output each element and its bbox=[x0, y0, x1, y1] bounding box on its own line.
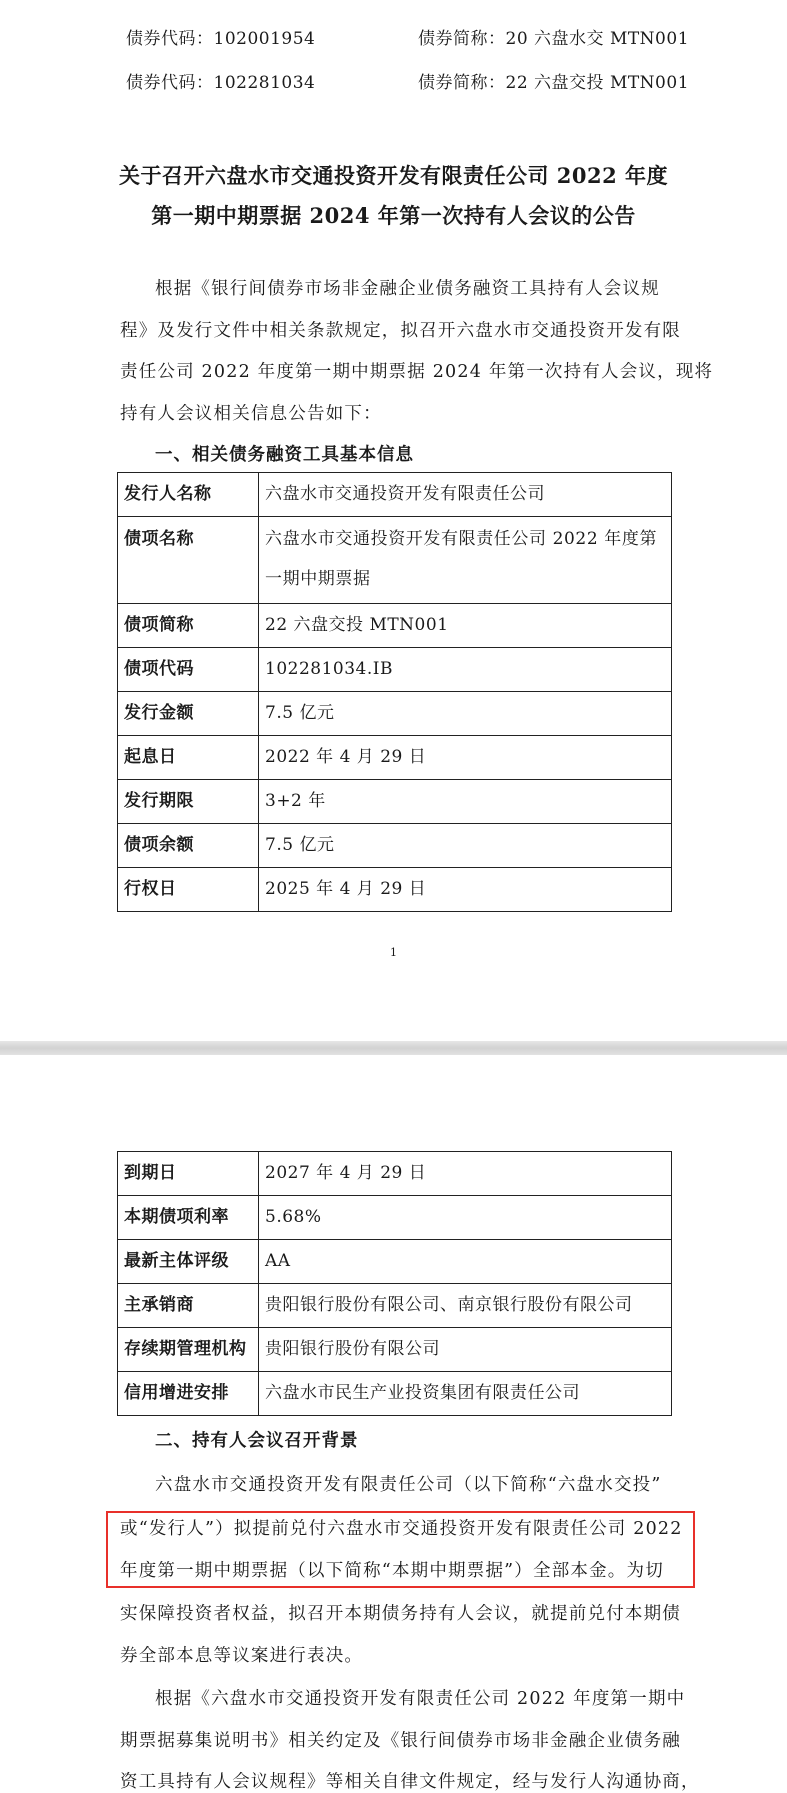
row-value: 5.68% bbox=[259, 1196, 672, 1240]
row-value: 7.5 亿元 bbox=[259, 692, 672, 736]
row-key: 行权日 bbox=[118, 868, 259, 912]
bond-info-table-page-1 bbox=[117, 472, 672, 912]
background-line: 实保障投资者权益，拟召开本期债务持有人会议，就提前兑付本期债 bbox=[120, 1604, 681, 1624]
basis-line: 根据《六盘水市交通投资开发有限责任公司 2022 年度第一期中 bbox=[155, 1689, 686, 1709]
row-value: AA bbox=[259, 1240, 672, 1284]
table-row bbox=[118, 868, 672, 912]
basis-line: 资工具持有人会议规程》等相关自律文件规定，经与发行人沟通协商， bbox=[120, 1772, 700, 1792]
bond-code-2: 债券代码：102281034 bbox=[126, 73, 316, 93]
table-row bbox=[118, 1240, 672, 1284]
bond-info-table-page-2 bbox=[117, 1151, 672, 1416]
row-key: 到期日 bbox=[118, 1152, 259, 1196]
table-row bbox=[118, 1372, 672, 1416]
document-page-2 bbox=[0, 1055, 787, 1784]
basis-line: 期票据募集说明书》相关约定及《银行间债券市场非金融企业债务融 bbox=[120, 1731, 681, 1751]
table-row bbox=[118, 604, 672, 648]
row-key: 存续期管理机构 bbox=[118, 1328, 259, 1372]
row-key: 信用增进安排 bbox=[118, 1372, 259, 1416]
row-key: 发行人名称 bbox=[118, 473, 259, 517]
row-value: 2025 年 4 月 29 日 bbox=[259, 868, 672, 912]
row-value: 2027 年 4 月 29 日 bbox=[259, 1152, 672, 1196]
table-row bbox=[118, 780, 672, 824]
intro-line: 程》及发行文件中相关条款规定，拟召开六盘水市交通投资开发有限 bbox=[120, 321, 681, 341]
row-key: 发行金额 bbox=[118, 692, 259, 736]
bond-short-name-1: 债券简称：20 六盘水交 MTN001 bbox=[418, 29, 690, 49]
highlight-annotation-box bbox=[106, 1511, 695, 1588]
table-row bbox=[118, 736, 672, 780]
row-key: 债项代码 bbox=[118, 648, 259, 692]
section-1-heading: 一、相关债务融资工具基本信息 bbox=[155, 445, 414, 465]
announcement-title-line-1: 关于召开六盘水市交通投资开发有限责任公司 2022 年度 bbox=[118, 163, 669, 188]
row-key: 本期债项利率 bbox=[118, 1196, 259, 1240]
background-line: 或“发行人”）拟提前兑付六盘水市交通投资开发有限责任公司 2022 bbox=[120, 1519, 683, 1539]
row-value: 102281034.IB bbox=[259, 648, 672, 692]
row-value: 六盘水市民生产业投资集团有限责任公司 bbox=[259, 1372, 672, 1416]
row-key: 主承销商 bbox=[118, 1284, 259, 1328]
row-key: 发行期限 bbox=[118, 780, 259, 824]
table-row bbox=[118, 1152, 672, 1196]
announcement-title-line-2: 第一期中期票据 2024 年第一次持有人会议的公告 bbox=[151, 203, 636, 228]
row-key: 最新主体评级 bbox=[118, 1240, 259, 1284]
row-key: 债项名称 bbox=[118, 517, 259, 604]
table-row bbox=[118, 824, 672, 868]
background-line: 年度第一期中期票据（以下简称“本期中期票据”）全部本金。为切 bbox=[120, 1561, 664, 1581]
row-value-text: 六盘水市交通投资开发有限责任公司 2022 年度第一期中期票据 bbox=[265, 529, 658, 589]
intro-line: 责任公司 2022 年度第一期中期票据 2024 年第一次持有人会议，现将 bbox=[120, 362, 714, 382]
table-row bbox=[118, 648, 672, 692]
row-value bbox=[259, 517, 672, 604]
row-key: 起息日 bbox=[118, 736, 259, 780]
row-value: 六盘水市交通投资开发有限责任公司 bbox=[259, 473, 672, 517]
background-line: 六盘水市交通投资开发有限责任公司（以下简称“六盘水交投” bbox=[155, 1475, 662, 1495]
row-value: 2022 年 4 月 29 日 bbox=[259, 736, 672, 780]
table-row bbox=[118, 1196, 672, 1240]
table-row bbox=[118, 692, 672, 736]
background-line: 券全部本息等议案进行表决。 bbox=[120, 1646, 364, 1666]
row-value: 贵阳银行股份有限公司 bbox=[259, 1328, 672, 1372]
table-row bbox=[118, 1284, 672, 1328]
row-key: 债项余额 bbox=[118, 824, 259, 868]
section-2-heading: 二、持有人会议召开背景 bbox=[155, 1431, 359, 1451]
intro-line: 根据《银行间债券市场非金融企业债务融资工具持有人会议规 bbox=[155, 279, 660, 299]
row-value: 22 六盘交投 MTN001 bbox=[259, 604, 672, 648]
row-value: 贵阳银行股份有限公司、南京银行股份有限公司 bbox=[259, 1284, 672, 1328]
page-number: 1 bbox=[390, 946, 397, 959]
bond-short-name-2: 债券简称：22 六盘交投 MTN001 bbox=[418, 73, 690, 93]
intro-line: 持有人会议相关信息公告如下： bbox=[120, 404, 382, 424]
row-value: 7.5 亿元 bbox=[259, 824, 672, 868]
bond-code-1: 债券代码：102001954 bbox=[126, 29, 316, 49]
table-row bbox=[118, 1328, 672, 1372]
table-row bbox=[118, 517, 672, 604]
row-value: 3+2 年 bbox=[259, 780, 672, 824]
table-row bbox=[118, 473, 672, 517]
row-key: 债项简称 bbox=[118, 604, 259, 648]
page-separator bbox=[0, 1041, 787, 1055]
